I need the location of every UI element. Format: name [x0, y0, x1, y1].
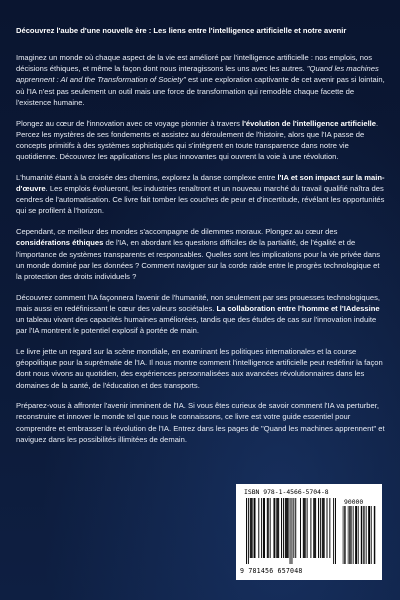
barcode-bar: [315, 498, 316, 558]
supplement-bar: [358, 506, 359, 564]
supplement-bar: [362, 506, 363, 564]
blurb-span: Le livre jette un regard sur la scène mondiale, en examinant les politiques internationales et la course géopolitique pour la suprématie de l'IA. Il nous montre comment l'intelligence artificielle peut redéfinir la façon dont nous vivons au quotidien, des expériences personnalisées aux avancées révolutionnaires dans les domaines de la santé, de l'éducation et des transports.: [16, 346, 383, 390]
barcode-bar: [283, 498, 284, 558]
supplement-bar: [356, 506, 357, 564]
barcode-bar: [320, 498, 321, 558]
blurb-span: Découvrez comment l'IA façonnera l'avenir de l'humanité, non seulement par ses prouesses technologiques, mais aussi en redéfinissant le cœur des valeurs sociétales.: [16, 292, 380, 313]
barcode-bar: [264, 498, 265, 558]
barcode-bar: [276, 498, 277, 558]
barcode-bar: [287, 498, 288, 558]
barcode-bar: [281, 498, 282, 558]
supplement-bars: [342, 506, 376, 564]
blurb-paragraph-6: [16, 346, 386, 391]
barcode-bar: [303, 498, 304, 558]
blurb-span-bold: l'évolution de l'intelligence artificielle: [242, 118, 377, 128]
supplement-bar: [371, 506, 372, 564]
supplement-bar: [369, 506, 370, 564]
barcode-bar: [254, 498, 255, 558]
barcode-bar: [273, 498, 274, 558]
barcode-bar: [293, 498, 294, 558]
supplement-bar: [361, 506, 362, 564]
barcode-bar: [291, 498, 292, 564]
blurb-span: Préparez-vous à affronter l'avenir imminent de l'IA. Si vous êtes curieux de savoir comment l'IA va perturber, reconstruire et innover le monde tel que nous le connaissons, ce livre est votre guide essentiel pour comprendre et embrasser la révolution de l'IA. Entrez dans les pages de "Quand les machines apprennent" et naviguez dans les possibilités illimitées de demain.: [16, 401, 385, 444]
blurb-text: [16, 52, 386, 455]
barcode-bar: [288, 498, 289, 558]
supplement-bar: [349, 506, 350, 564]
supplement-bar: [369, 506, 370, 564]
barcode-bar: [258, 498, 259, 558]
blurb-paragraph-5: [16, 292, 386, 337]
barcode-bar: [274, 498, 275, 558]
barcode-bar: [255, 498, 256, 558]
barcode-bar: [304, 498, 305, 558]
barcode-bar: [277, 498, 278, 558]
blurb-span: de l'IA, en abordant les questions difficiles de la partialité, de l'égalité et de l'importance de systèmes transparents et responsables. Quelles sont les implications pour la vie privée dans un monde dominé par les données ? Comment naviguer sur la corde raide entre le progrès technologique et la protection des droits individuels ?: [16, 238, 381, 281]
blurb-span: un tableau vivant des capacités humaines améliorées, tandis que des études de cas sur l'innovation induite par l'IA montrent le potentiel explosif à portée de main.: [16, 315, 377, 336]
barcode-bar: [261, 498, 262, 558]
isbn-barcode: [236, 484, 382, 580]
barcode-bar: [322, 498, 323, 558]
blurb-span: L'humanité étant à la croisée des chemins, explorez la danse complexe entre: [16, 172, 278, 182]
barcode-bar: [307, 498, 308, 558]
blurb-span-bold: considérations éthiques: [16, 238, 104, 248]
blurb-paragraph-1: [16, 52, 386, 108]
barcode-bar: [329, 498, 330, 558]
supplement-bar: [343, 506, 344, 564]
supplement-bar: [374, 506, 375, 564]
blurb-span-bold: La collaboration entre l'homme et l'IAdessine: [216, 303, 380, 313]
blurb-span: Plongez au cœur de l'innovation avec ce voyage pionnier à travers: [16, 118, 243, 128]
barcode-bar: [323, 498, 324, 558]
blurb-paragraph-4: [16, 226, 386, 282]
barcode-bar: [248, 498, 249, 564]
blurb-span: . Percez les mystères de ses fondements et assistez au déroulement de l'histoire, alors que l'IA passe de concepts primitifs à des systèmes sophistiqués qui s'intègrent en toute transparence dans notre vie quotidienne. Découvrez les applications les plus innovantes qui ouvrent la voie à une révolution.: [16, 118, 379, 162]
barcode-bar: [305, 498, 306, 558]
barcode-bar: [310, 498, 311, 558]
barcode-bar: [250, 498, 251, 558]
barcode-bar: [270, 498, 271, 558]
barcode-bar: [268, 498, 269, 558]
supplement-bar: [345, 506, 346, 564]
barcode-bar: [314, 498, 315, 558]
barcode-bars: [246, 498, 336, 564]
barcode-bar: [246, 498, 247, 564]
supplement-bar: [355, 506, 356, 564]
supplement-bar: [366, 506, 367, 564]
barcode-bar: [300, 498, 301, 558]
blurb-span: Cependant, ce meilleur des mondes s'accompagne de dilemmes moraux. Plongez au cœur des: [16, 227, 338, 237]
barcode-bar: [278, 498, 279, 558]
isbn-number: ISBN 978-1-4566-5704-8: [244, 488, 329, 496]
blurb-span: est une exploration captivante de cet avenir pas si lointain, où l'IA n'est pas seulement un outil mais une force de transformation qui remodèle chaque facette de l'existence humaine.: [16, 75, 385, 107]
barcode-bar: [318, 498, 319, 558]
blurb-paragraph-3: [16, 172, 386, 217]
supplement-bar: [364, 506, 365, 564]
supplement-bar: [368, 506, 369, 564]
supplement-bar: [344, 506, 345, 564]
supplement-bar: [375, 506, 376, 564]
barcode-bar: [286, 498, 287, 558]
barcode-bar: [313, 498, 314, 558]
barcode-bar: [251, 498, 252, 558]
barcode-bar: [263, 498, 264, 558]
supplement-bar: [353, 506, 354, 564]
supplement-bar: [351, 506, 352, 564]
blurb-span-italic: "Quand les machines apprennent : AI and the Transformation of Society": [16, 64, 379, 85]
supplement-bar: [363, 506, 364, 564]
blurb-span-bold: l'IA et son impact sur la main-d'œuvre: [16, 172, 385, 194]
barcode-bar: [327, 498, 328, 558]
barcode-bar: [290, 498, 291, 564]
barcode-bar: [252, 498, 253, 558]
blurb-span: Imaginez un monde où chaque aspect de la vie est amélioré par l'intelligence artificielle : nos emplois, nos décisions éthiques, et même la façon dont nous interagissons les uns avec les autres.: [16, 53, 373, 74]
supplement-code: 90000: [344, 498, 364, 506]
supplement-bar: [356, 506, 357, 564]
barcode-bar: [295, 498, 296, 558]
supplement-bar: [350, 506, 351, 564]
barcode-bar: [324, 498, 325, 558]
blurb-span: . Les emplois évolueront, les industries renaîtront et un nouveau marché du travail qualifié naîtra des cendres de l'automatisation. Ce livre fait tomber les couches de peur et d'incertitude, révélant les opportunités qui se profilent à l'horizon.: [16, 184, 385, 216]
blurb-paragraph-2: [16, 118, 386, 163]
barcode-bar: [335, 498, 336, 564]
cover-heading: Découvrez l'aube d'une nouvelle ère : Les liens entre l'intelligence artificielle et notre avenir: [16, 26, 347, 35]
barcode-bar: [285, 498, 286, 558]
ean-digits: 9 781456 657048: [240, 567, 303, 575]
barcode-bar: [267, 498, 268, 558]
blurb-paragraph-7: [16, 400, 386, 445]
supplement-bar: [348, 506, 349, 564]
barcode-bar: [333, 498, 334, 564]
